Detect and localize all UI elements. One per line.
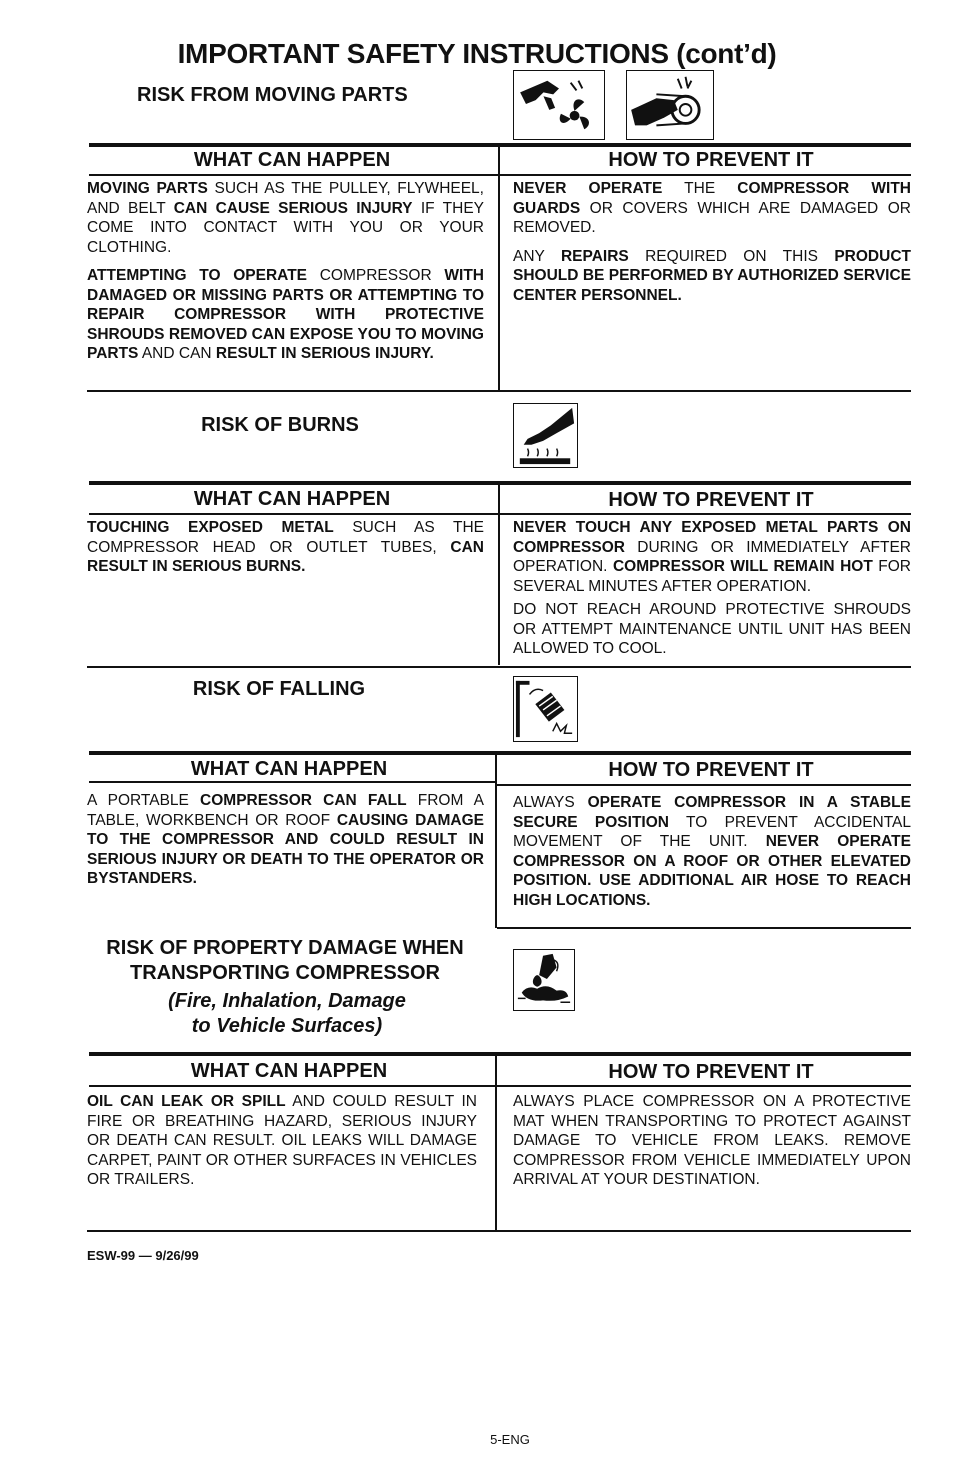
bold-text-run: MOVING PARTS xyxy=(87,180,208,197)
paragraph xyxy=(87,266,484,364)
section-what-cell xyxy=(87,518,484,586)
section-how-cell xyxy=(513,793,911,919)
section-subtitle-text: to Vehicle Surfaces) xyxy=(191,1015,383,1037)
text-run: SUCH AS THE PULLEY, FLYWHEEL, AND BELT xyxy=(87,180,484,217)
bold-text-run: CAN RESULT IN SERIOUS BURNS. xyxy=(87,538,484,575)
bold-text-run: OIL CAN LEAK OR SPILL xyxy=(87,1093,286,1110)
bold-text-run: ATTEMPTING TO OPERATE xyxy=(87,267,308,284)
text-run: ALWAYS PLACE COMPRESSOR ON A PROTECTIVE MAT WHEN TRANSPORTING TO PROTECT AGAINST DAMAGE TO VEHICLE FROM LEAKS. REMOVE COMPRESSOR FROM VEHICLE IMMEDIATELY UPON ARRIVAL AT YOUR DESTINATION. xyxy=(513,1093,911,1188)
hand-belt-pulley-icon xyxy=(626,70,714,140)
section-subtitle-line xyxy=(87,989,483,1039)
page-title: IMPORTANT SAFETY INSTRUCTIONS (cont’d) xyxy=(177,38,777,69)
paragraph xyxy=(513,793,911,910)
paragraph xyxy=(513,518,911,596)
section-title-line: TRANSPORTING COMPRESSOR xyxy=(129,962,441,984)
bold-text-run: NEVER OPERATE xyxy=(513,180,663,197)
hand-fan-blade-icon xyxy=(513,70,605,140)
bold-text-run: REPAIRS xyxy=(560,247,629,265)
col-header-what: WHAT CAN HAPPEN xyxy=(190,1060,388,1082)
section-title-line: RISK OF PROPERTY DAMAGE WHEN xyxy=(106,937,464,959)
paragraph xyxy=(513,600,911,659)
text-run: COMPRESSOR xyxy=(307,267,445,284)
text-run: TO PREVENT ACCIDENTAL MOVEMENT OF THE UNIT. xyxy=(513,813,911,850)
section-what-cell xyxy=(87,1092,477,1199)
section-how-cell xyxy=(513,1092,911,1199)
bold-text-run: NEVER OPERATE COMPRESSOR ON A ROOF OR OTHER ELEVATED POSITION. USE ADDITIONAL AIR HOSE TO REACH HIGH LOCATIONS. xyxy=(513,833,911,909)
document-code: ESW-99 — 9/26/99 xyxy=(87,1248,199,1263)
bold-text-run: CAUSING DAMAGE TO THE COMPRESSOR AND COULD RESULT IN SERIOUS INJURY OR DEATH TO THE OPERATOR OR BYSTANDERS. xyxy=(87,811,484,887)
bold-text-run: COMPRESSOR WITH GUARDS xyxy=(513,180,911,217)
text-run: FOR SEVERAL MINUTES AFTER OPERATION. xyxy=(513,558,911,595)
text-run: FROM A TABLE, WORKBENCH OR ROOF xyxy=(87,792,484,829)
section-title-falling: RISK OF FALLING xyxy=(192,678,366,700)
col-header-what: WHAT CAN HAPPEN xyxy=(193,149,391,171)
paragraph xyxy=(513,1092,911,1190)
text-run: REQUIRED ON THIS xyxy=(628,247,835,265)
paragraph xyxy=(87,518,484,577)
paragraph xyxy=(87,791,484,889)
text-run: IF THEY COME INTO CONTACT WITH YOU OR YOUR CLOTHING. xyxy=(87,199,484,256)
text-run: ANY xyxy=(513,247,561,265)
text-run: SUCH AS THE COMPRESSOR HEAD OR OUTLET TUBES, xyxy=(87,519,484,556)
paragraph xyxy=(87,1092,477,1190)
falling-compressor-icon xyxy=(513,676,578,742)
bold-text-run: NEVER TOUCH ANY EXPOSED METAL PARTS ON COMPRESSOR xyxy=(513,519,911,556)
col-header-how: HOW TO PREVENT IT xyxy=(608,1061,814,1083)
text-run: AND CAN xyxy=(138,345,216,362)
section-title-moving-parts: RISK FROM MOVING PARTS xyxy=(137,84,408,106)
col-header-how: HOW TO PREVENT IT xyxy=(608,489,814,511)
text-run: DURING OR IMMEDIATELY AFTER OPERATION. xyxy=(513,538,911,575)
bold-text-run: COMPRESSOR WILL REMAIN HOT xyxy=(612,558,873,575)
section-what-cell xyxy=(87,791,484,898)
section-title-property-damage xyxy=(87,936,483,1039)
bold-text-run: PRODUCT SHOULD BE PERFORMED BY AUTHORIZED SERVICE CENTER PERSONNEL. xyxy=(513,247,911,304)
bold-text-run: OPERATE COMPRESSOR IN A STABLE SECURE POSITION xyxy=(513,794,911,831)
section-what-cell xyxy=(87,179,484,373)
bold-text-run: CAN CAUSE SERIOUS INJURY xyxy=(173,199,413,217)
text-run: ALWAYS xyxy=(513,794,588,811)
hot-surface-hand-icon xyxy=(513,403,578,468)
text-run: OR COVERS WHICH ARE DAMAGED OR REMOVED. xyxy=(513,199,911,236)
col-header-how: HOW TO PREVENT IT xyxy=(608,759,814,781)
section-title-burns: RISK OF BURNS xyxy=(201,414,359,436)
col-header-how: HOW TO PREVENT IT xyxy=(608,149,814,171)
paragraph xyxy=(513,247,911,306)
page-number: 5-ENG xyxy=(490,1432,530,1447)
text-run: THE xyxy=(662,180,738,197)
text-run: DO NOT REACH AROUND PROTECTIVE SHROUDS OR ATTEMPT MAINTENANCE UNTIL UNIT HAS BEEN ALLOWED TO COOL. xyxy=(513,601,911,657)
text-run: AND COULD RESULT IN FIRE OR BREATHING HAZARD, SERIOUS INJURY OR DEATH CAN RESULT. OIL LEAKS WILL DAMAGE CARPET, PAINT OR OTHER SURFACES IN VEHICLES OR TRAILERS. xyxy=(87,1093,477,1188)
text-run: A PORTABLE xyxy=(87,792,201,809)
bold-text-run: WITH DAMAGED OR MISSING PARTS OR ATTEMPTING TO REPAIR COMPRESSOR WITH PROTECTIVE SHROUDS REMOVED CAN EXPOSE YOU TO MOVING PARTS xyxy=(87,267,484,362)
section-subtitle-text: (Fire, Inhalation, Damage xyxy=(168,990,406,1012)
bold-text-run: TOUCHING EXPOSED METAL xyxy=(87,519,334,536)
paragraph xyxy=(87,179,484,257)
paragraph xyxy=(513,179,911,238)
bold-text-run: RESULT IN SERIOUS INJURY. xyxy=(215,345,434,362)
section-how-cell xyxy=(513,179,911,314)
col-header-what: WHAT CAN HAPPEN xyxy=(193,488,391,510)
bold-text-run: COMPRESSOR CAN FALL xyxy=(200,792,407,809)
col-header-what: WHAT CAN HAPPEN xyxy=(190,758,388,780)
oil-spill-fire-icon xyxy=(513,949,575,1011)
section-how-cell xyxy=(513,518,911,663)
